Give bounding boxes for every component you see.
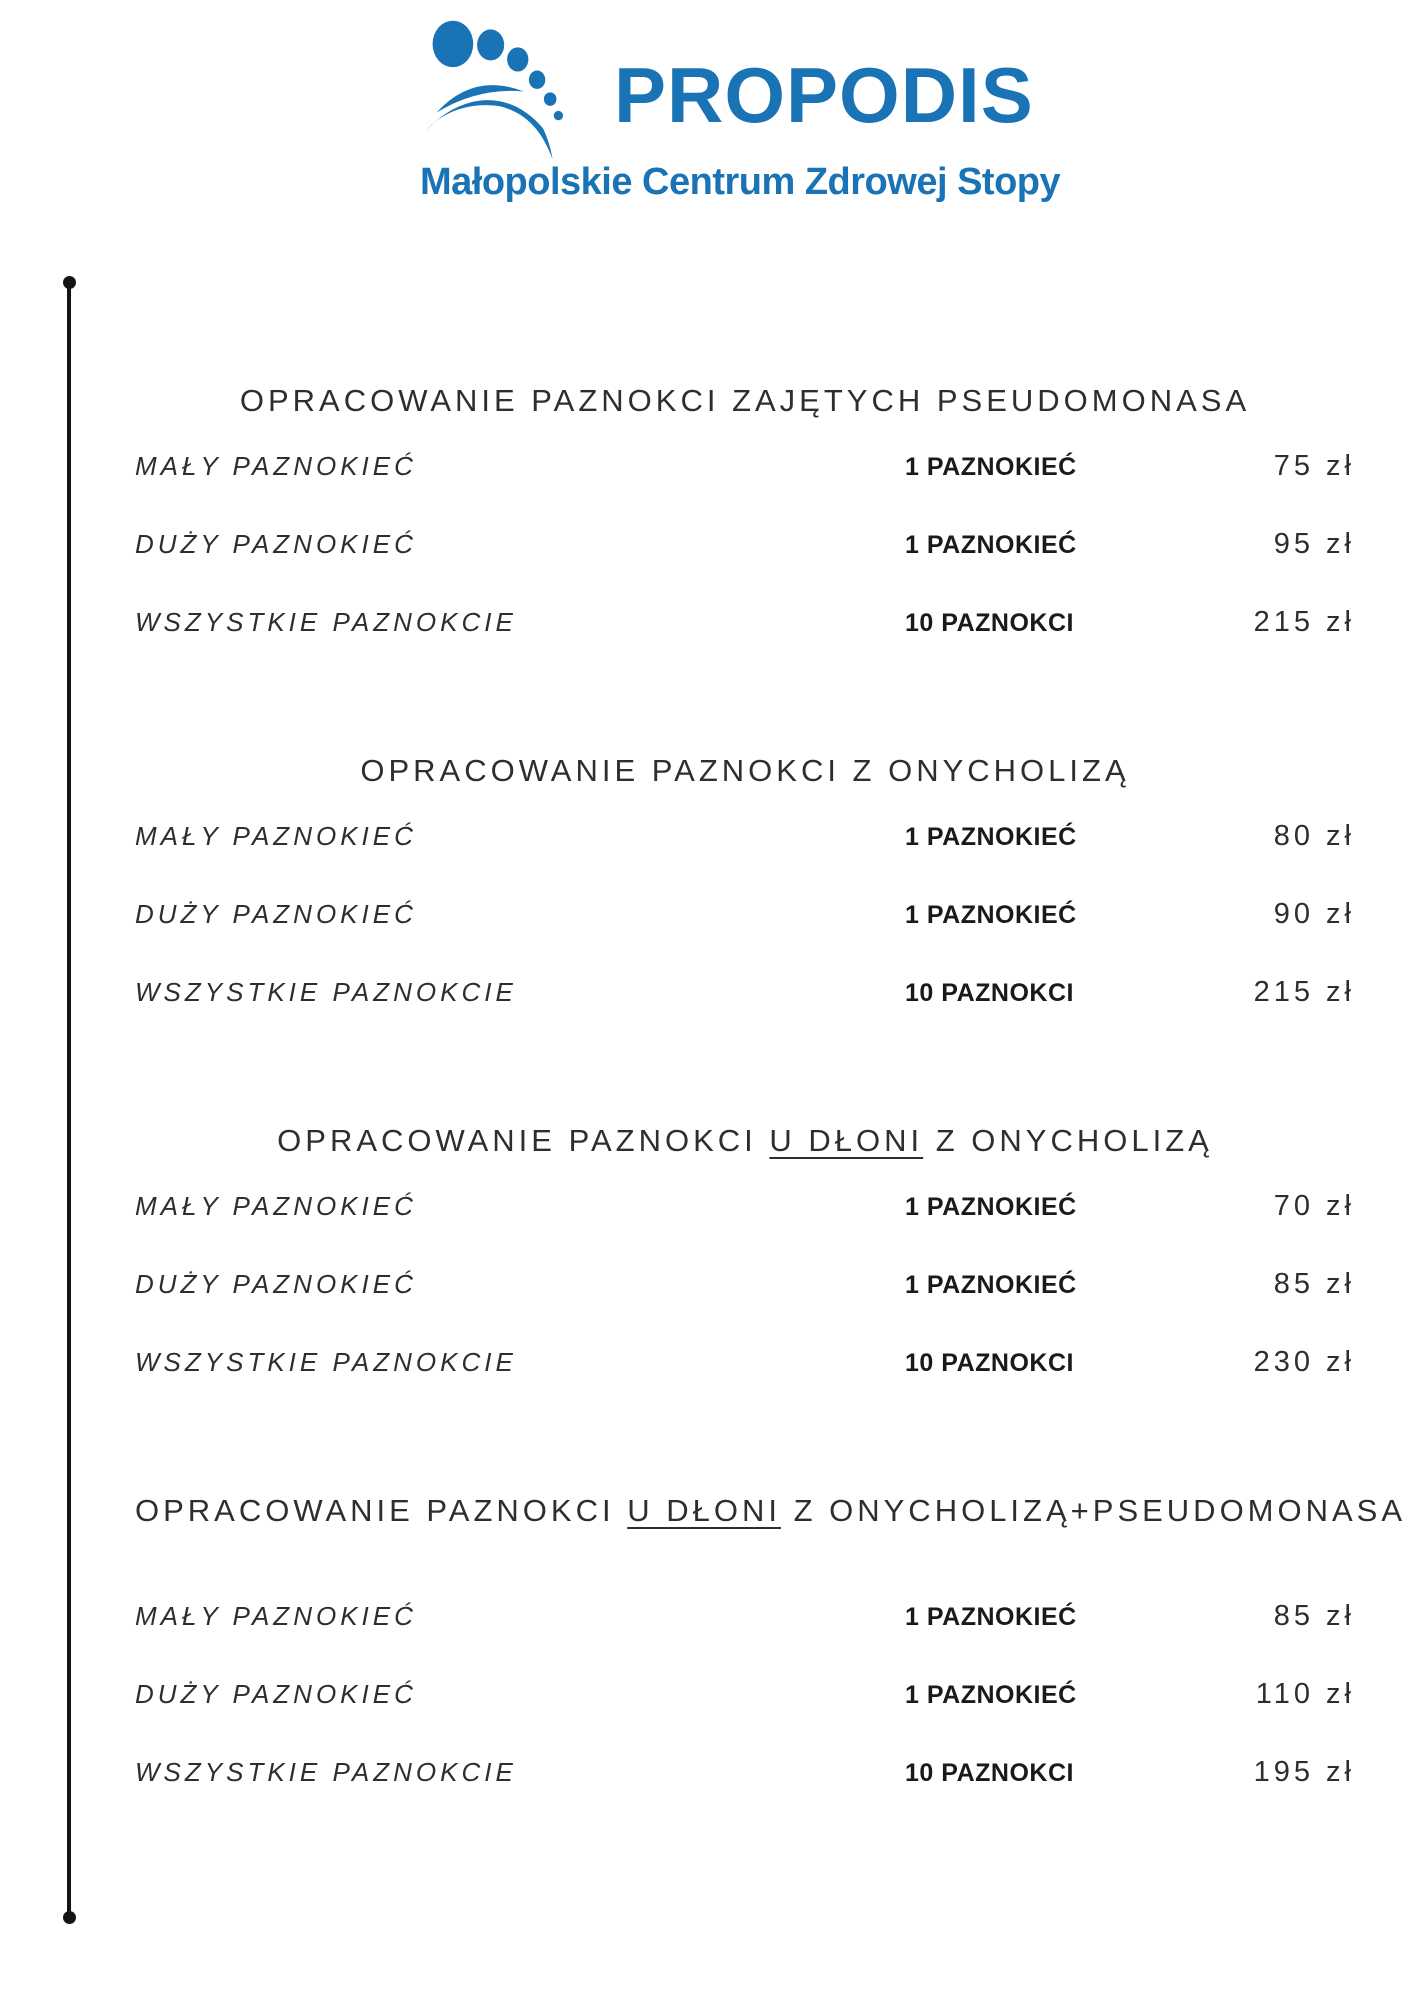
section-title-text: OPRACOWANIE PAZNOKCI ZAJĘTYCH PSEUDOMONASA: [239, 383, 1251, 418]
price-row: [135, 1678, 1355, 1756]
brand-subtitle: Małopolskie Centrum Zdrowej Stopy: [420, 161, 1061, 203]
price-section: [135, 753, 1355, 1054]
section-title-underlined: U DŁONI: [627, 1493, 781, 1528]
price-section: [135, 1123, 1355, 1424]
vertical-divider-line: [67, 282, 71, 1918]
price-row: [135, 528, 1355, 606]
price-value: 85 zł: [1273, 1268, 1355, 1300]
price-value: 90 zł: [1273, 898, 1355, 930]
section-title-suffix: Z ONYCHOLIZĄ: [923, 1123, 1213, 1158]
quantity-label: 1 PAZNOKIEĆ: [905, 901, 1077, 929]
price-row: [135, 898, 1355, 976]
price-value: 110 zł: [1255, 1678, 1355, 1710]
quantity-label: 1 PAZNOKIEĆ: [905, 1603, 1077, 1631]
price-value: 95 zł: [1273, 528, 1355, 560]
brand-name: PROPODIS: [614, 51, 1034, 139]
service-label: WSZYSTKIE PAZNOKCIE: [135, 977, 517, 1007]
price-value: 85 zł: [1273, 1600, 1355, 1632]
service-label: DUŻY PAZNOKIEĆ: [135, 1679, 417, 1709]
price-row: [135, 1268, 1355, 1346]
section-title: [135, 1123, 1355, 1159]
price-value: 70 zł: [1273, 1190, 1355, 1222]
price-value: 195 zł: [1253, 1756, 1355, 1788]
price-row: [135, 820, 1355, 898]
section-title-text: OPRACOWANIE PAZNOKCI: [135, 1493, 628, 1528]
price-value: 230 zł: [1253, 1346, 1355, 1378]
price-row: [135, 1190, 1355, 1268]
service-label: MAŁY PAZNOKIEĆ: [135, 1191, 417, 1221]
quantity-label: 10 PAZNOKCI: [905, 1349, 1074, 1377]
section-title-text: OPRACOWANIE PAZNOKCI Z ONYCHOLIZĄ: [360, 753, 1130, 788]
price-row: [135, 1600, 1355, 1678]
quantity-label: 10 PAZNOKCI: [905, 1759, 1074, 1787]
quantity-label: 10 PAZNOKCI: [905, 979, 1074, 1007]
price-section: [135, 1493, 1407, 1834]
quantity-label: 1 PAZNOKIEĆ: [905, 823, 1077, 851]
service-label: MAŁY PAZNOKIEĆ: [135, 821, 417, 851]
section-title-underlined: U DŁONI: [769, 1123, 924, 1158]
quantity-label: 1 PAZNOKIEĆ: [905, 531, 1077, 559]
price-row: [135, 606, 1355, 684]
price-row: [135, 976, 1355, 1054]
quantity-label: 1 PAZNOKIEĆ: [905, 1681, 1077, 1709]
quantity-label: 1 PAZNOKIEĆ: [905, 453, 1077, 481]
service-label: MAŁY PAZNOKIEĆ: [135, 1601, 417, 1631]
service-label: DUŻY PAZNOKIEĆ: [135, 1269, 417, 1299]
service-label: DUŻY PAZNOKIEĆ: [135, 899, 417, 929]
section-title: [135, 383, 1355, 419]
price-value: 215 zł: [1253, 606, 1355, 638]
price-value: 80 zł: [1273, 820, 1355, 852]
quantity-label: 10 PAZNOKCI: [905, 609, 1074, 637]
section-title-suffix: Z ONYCHOLIZĄ+PSEUDOMONASA: [780, 1493, 1407, 1528]
service-label: DUŻY PAZNOKIEĆ: [135, 529, 417, 559]
service-label: WSZYSTKIE PAZNOKCIE: [135, 1757, 517, 1787]
price-row: [135, 450, 1355, 528]
section-title: [135, 753, 1355, 789]
section-title-text: OPRACOWANIE PAZNOKCI: [277, 1123, 770, 1158]
price-section: [135, 383, 1355, 684]
price-value: 215 zł: [1253, 976, 1355, 1008]
quantity-label: 1 PAZNOKIEĆ: [905, 1193, 1077, 1221]
price-value: 75 zł: [1273, 450, 1355, 482]
service-label: MAŁY PAZNOKIEĆ: [135, 451, 417, 481]
service-label: WSZYSTKIE PAZNOKCIE: [135, 607, 517, 637]
section-title: [135, 1493, 1407, 1529]
service-label: WSZYSTKIE PAZNOKCIE: [135, 1347, 517, 1377]
quantity-label: 1 PAZNOKIEĆ: [905, 1271, 1077, 1299]
price-row: [135, 1346, 1355, 1424]
price-row: [135, 1756, 1355, 1834]
price-list: [135, 0, 1407, 1834]
